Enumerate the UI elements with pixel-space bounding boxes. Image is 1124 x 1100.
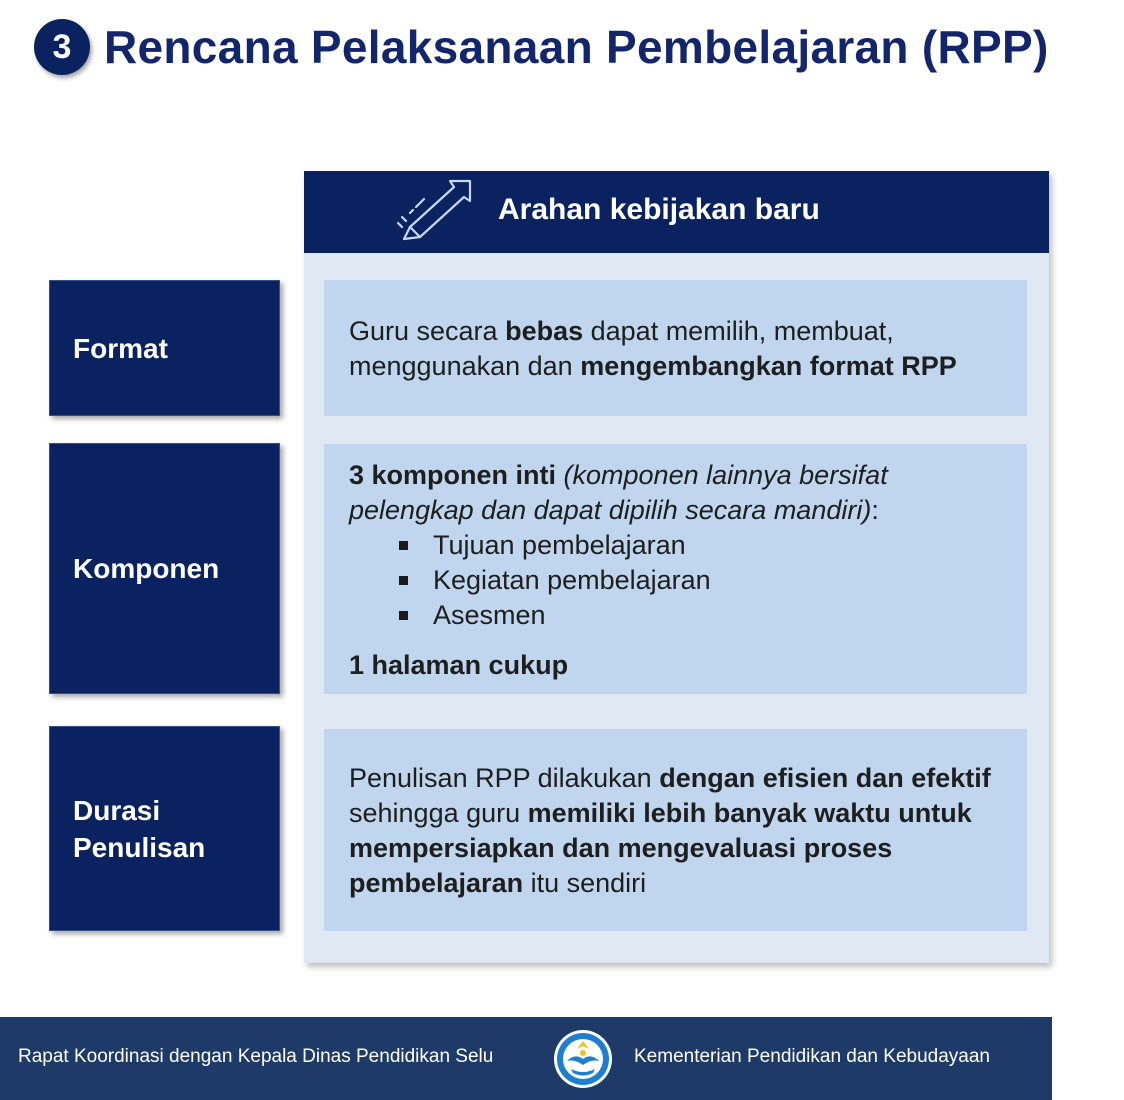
list-item: Tujuan pembelajaran <box>399 528 1017 563</box>
content-format <box>324 280 1027 416</box>
durasi-text-3: itu sendiri <box>523 868 647 898</box>
format-text-2: dapat memilih, membuat, menggunakan dan <box>349 316 894 381</box>
footer-bar <box>0 1017 1052 1100</box>
komponen-italic-1: (komponen lainnya bersifat pelengkap dan dapat dipilih secara mandiri) <box>349 460 888 525</box>
label-komponen-text: Komponen <box>73 553 220 584</box>
label-komponen <box>49 443 280 694</box>
list-item: Asesmen <box>399 598 1017 633</box>
komponen-text-1: : <box>871 495 879 525</box>
komponen-bullet-list <box>349 528 1017 633</box>
trend-arrow-icon <box>396 177 476 243</box>
durasi-bold-2: memiliki lebih banyak waktu untuk mempersiapkan dan mengevaluasi proses pembelajaran <box>349 798 972 898</box>
footer-right-text: Kementerian Pendidikan dan Kebudayaan <box>634 1046 990 1067</box>
panel-header <box>304 171 1049 253</box>
format-text-1: Guru secara <box>349 316 506 346</box>
content-durasi <box>324 729 1027 931</box>
label-format-text: Format <box>73 332 168 364</box>
durasi-bold-1: dengan efisien dan efektif <box>659 763 991 793</box>
durasi-text-1: Penulisan RPP dilakukan <box>349 763 660 793</box>
label-durasi <box>49 726 280 931</box>
list-item: Kegiatan pembelajaran <box>399 563 1017 598</box>
ministry-logo-icon <box>553 1029 613 1089</box>
komponen-intro <box>349 458 1017 528</box>
format-bold-1: bebas <box>505 316 584 346</box>
content-komponen <box>324 444 1027 694</box>
durasi-text-2: sehingga guru <box>349 798 528 828</box>
komponen-note: 1 halaman cukup <box>349 650 569 680</box>
komponen-bold-1: 3 komponen inti <box>349 460 557 490</box>
label-durasi-line-1: Durasi <box>73 794 161 826</box>
format-bold-2: mengembangkan format RPP <box>580 351 957 381</box>
page-title: Rencana Pelaksanaan Pembelajaran (RPP) <box>104 21 1049 73</box>
panel-heading: Arahan kebijakan baru <box>498 193 820 226</box>
footer-left-text: Rapat Koordinasi dengan Kepala Dinas Pendidikan Selu <box>18 1046 494 1067</box>
label-durasi-line-2: Penulisan <box>73 831 206 863</box>
section-number-badge: 3 <box>34 19 90 75</box>
header <box>34 14 1049 80</box>
label-format <box>49 280 280 416</box>
